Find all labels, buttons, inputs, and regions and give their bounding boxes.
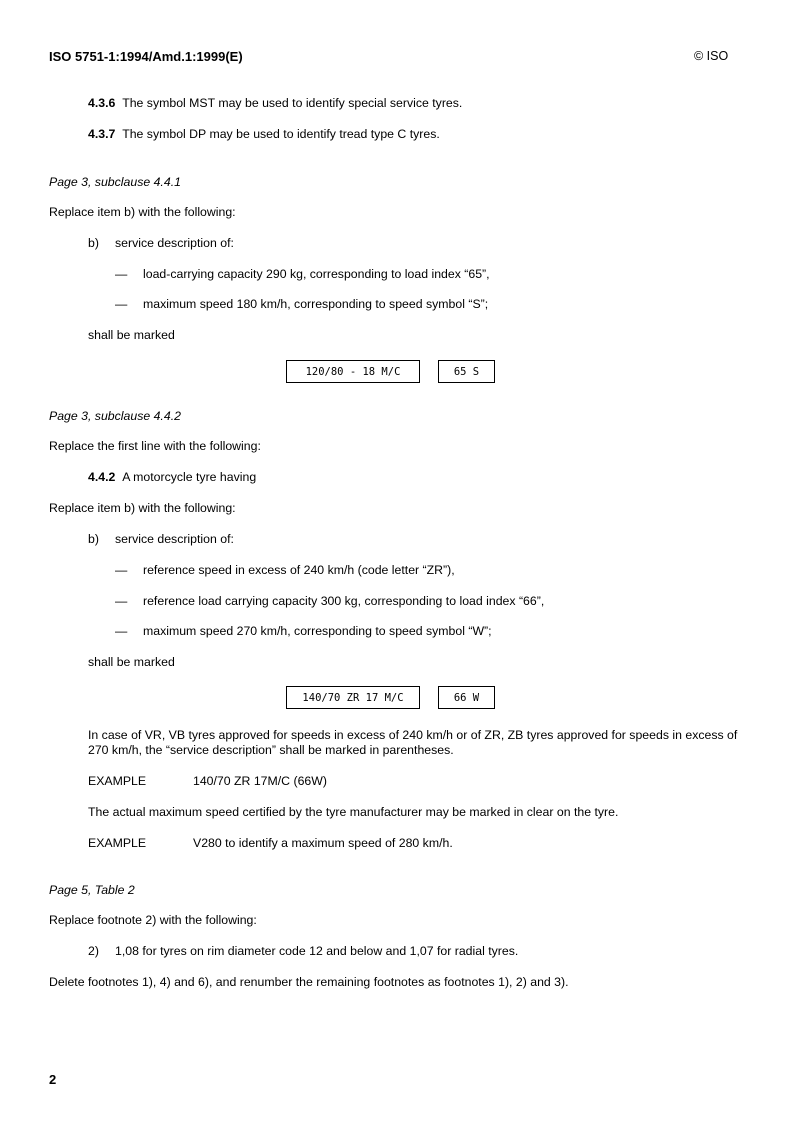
marked-label: shall be marked xyxy=(88,655,175,669)
clause-text: A motorcycle tyre having xyxy=(122,470,257,484)
instruction-text: Replace footnote 2) with the following: xyxy=(49,913,257,927)
copyright-mark: © ISO xyxy=(694,49,729,63)
dash-glyph: — xyxy=(115,624,128,638)
dash-item: reference speed in excess of 240 km/h (code letter “ZR”), xyxy=(143,563,455,577)
item-label: b) xyxy=(88,236,99,250)
clause-number: 4.3.6 xyxy=(88,96,116,110)
marked-label: shall be marked xyxy=(88,328,175,342)
clause-4-3-7 xyxy=(88,127,440,142)
example-label: EXAMPLE xyxy=(88,774,147,788)
clause-number: 4.3.7 xyxy=(88,127,116,141)
paragraph-parentheses: In case of VR, VB tyres approved for speeds in excess of 240 km/h or of ZR, ZB tyres approved for speeds in excess of 270 km/h, the “service description” shall be marked in parentheses. xyxy=(88,728,738,757)
dash-item: maximum speed 270 km/h, corresponding to speed symbol “W”; xyxy=(143,624,492,638)
clause-number: 4.4.2 xyxy=(88,470,116,484)
section-heading-4-4-2: Page 3, subclause 4.4.2 xyxy=(49,409,181,423)
page-number: 2 xyxy=(49,1072,57,1087)
clause-4-4-2 xyxy=(88,470,256,485)
document-header: ISO 5751-1:1994/Amd.1:1999(E) xyxy=(49,49,243,64)
tyre-marking-size: 140/70 ZR 17 M/C xyxy=(286,686,420,709)
clause-text: The symbol MST may be used to identify special service tyres. xyxy=(122,96,463,110)
dash-glyph: — xyxy=(115,267,128,281)
dash-glyph: — xyxy=(115,297,128,311)
paragraph-max-speed: The actual maximum speed certified by the tyre manufacturer may be marked in clear on the tyre. xyxy=(88,805,619,819)
example-text: V280 to identify a maximum speed of 280 km/h. xyxy=(193,836,453,850)
dash-item: maximum speed 180 km/h, corresponding to speed symbol “S”; xyxy=(143,297,489,311)
tyre-marking-service: 66 W xyxy=(438,686,495,709)
item-label: b) xyxy=(88,532,99,546)
section-heading-table-2: Page 5, Table 2 xyxy=(49,883,135,897)
item-text: service description of: xyxy=(115,532,234,546)
section-heading-4-4-1: Page 3, subclause 4.4.1 xyxy=(49,175,181,189)
example-label: EXAMPLE xyxy=(88,836,147,850)
clause-4-3-6 xyxy=(88,96,462,111)
instruction-text: Replace item b) with the following: xyxy=(49,205,236,219)
dash-item: load-carrying capacity 290 kg, corresponding to load index “65”, xyxy=(143,267,490,281)
footnote-text: 1,08 for tyres on rim diameter code 12 and below and 1,07 for radial tyres. xyxy=(115,944,519,958)
tyre-marking-size: 120/80 - 18 M/C xyxy=(286,360,420,383)
dash-item: reference load carrying capacity 300 kg, corresponding to load index “66”, xyxy=(143,594,545,608)
example-text: 140/70 ZR 17M/C (66W) xyxy=(193,774,327,788)
tyre-marking-service: 65 S xyxy=(438,360,495,383)
closing-instruction: Delete footnotes 1), 4) and 6), and renumber the remaining footnotes as footnotes 1), 2) and 3). xyxy=(49,975,569,989)
dash-glyph: — xyxy=(115,563,128,577)
instruction-text: Replace item b) with the following: xyxy=(49,501,236,515)
footnote-label: 2) xyxy=(88,944,99,958)
instruction-text: Replace the first line with the following: xyxy=(49,439,261,453)
clause-text: The symbol DP may be used to identify tread type C tyres. xyxy=(122,127,440,141)
dash-glyph: — xyxy=(115,594,128,608)
item-text: service description of: xyxy=(115,236,234,250)
